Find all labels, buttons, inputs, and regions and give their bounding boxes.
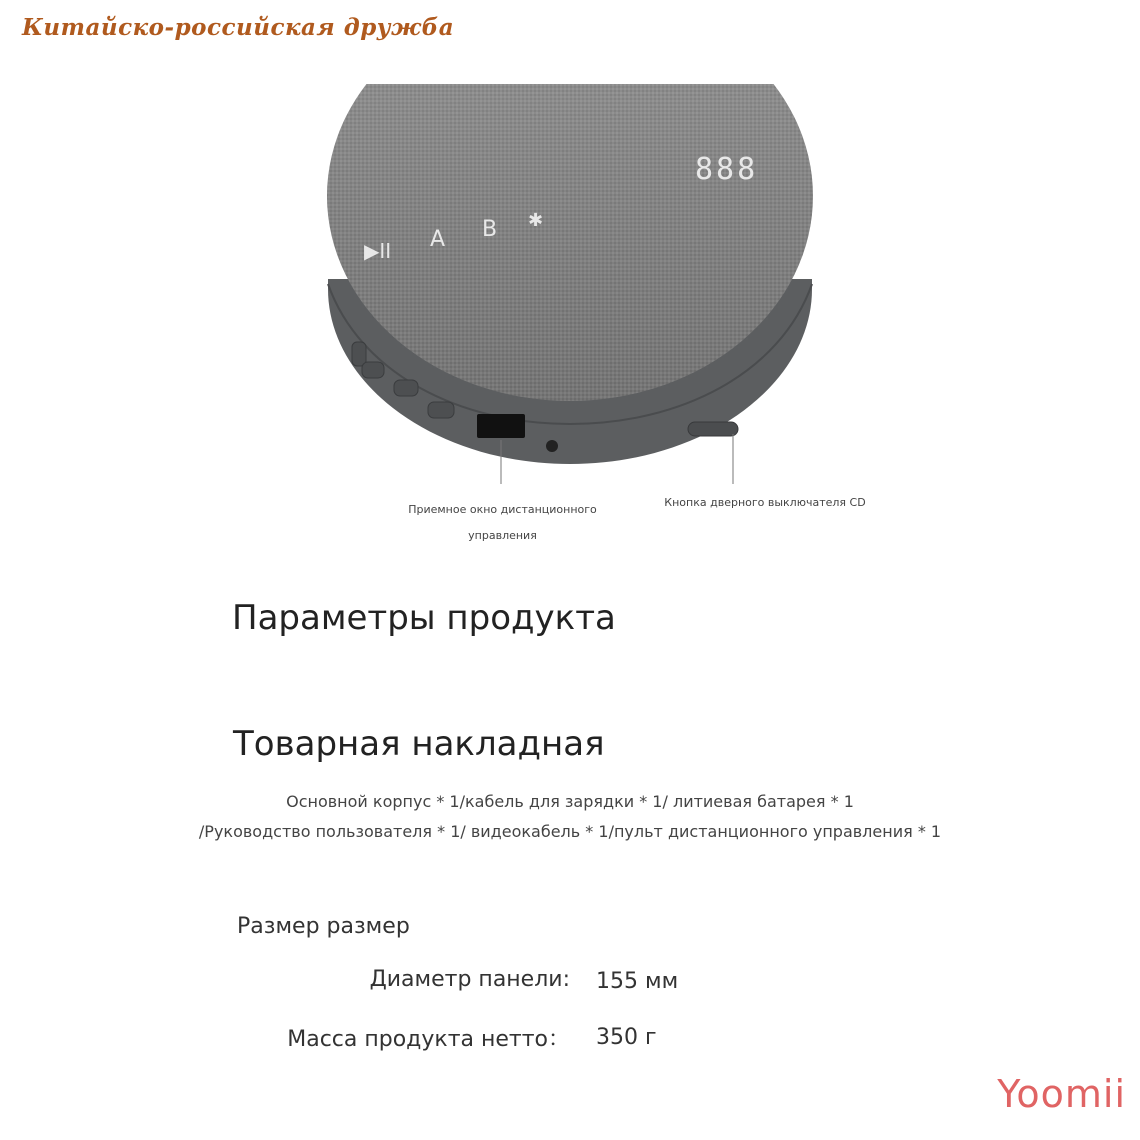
bluetooth-icon[interactable]: ✱ <box>528 210 544 231</box>
packing-list-line: Основной корпус * 1/кабель для зарядки * 1/ литиевая батарея * 1 <box>286 792 854 811</box>
digit-display: 888 <box>695 152 759 187</box>
size-title: Размер размер <box>237 914 410 939</box>
callout-ir-window <box>395 497 610 549</box>
cd-player-image <box>300 84 840 484</box>
brand-logo-text: Китайско-российская дружба <box>22 14 455 41</box>
packing-list-line: /Руководство пользователя * 1/ видеокабель * 1/пульт дистанционного управления * 1 <box>198 822 942 841</box>
params-title: Параметры продукта <box>232 598 616 638</box>
callout-cd-switch: Кнопка дверного выключателя CD <box>664 496 866 509</box>
spec-label-diameter: Диаметр панели: <box>369 967 570 992</box>
spec-value-weight: 350 г <box>596 1025 657 1050</box>
cd-door-switch[interactable] <box>688 422 738 436</box>
brand-watermark: Yoomii <box>997 1072 1126 1116</box>
callout-ir-line2: управления <box>468 529 537 542</box>
packing-title: Товарная накладная <box>233 724 605 764</box>
callout-ir-line1: Приемное окно дистанционного <box>408 503 597 516</box>
spec-label-weight: Масса продукта нетто： <box>287 1027 570 1052</box>
audio-jack <box>546 440 558 452</box>
button-b[interactable]: B <box>482 217 498 242</box>
ir-receiver-window <box>477 414 525 438</box>
spec-value-diameter: 155 мм <box>596 969 679 994</box>
button-a[interactable]: A <box>430 227 446 252</box>
play-pause-icon[interactable]: ▶II <box>364 239 392 263</box>
device-body <box>327 84 813 464</box>
